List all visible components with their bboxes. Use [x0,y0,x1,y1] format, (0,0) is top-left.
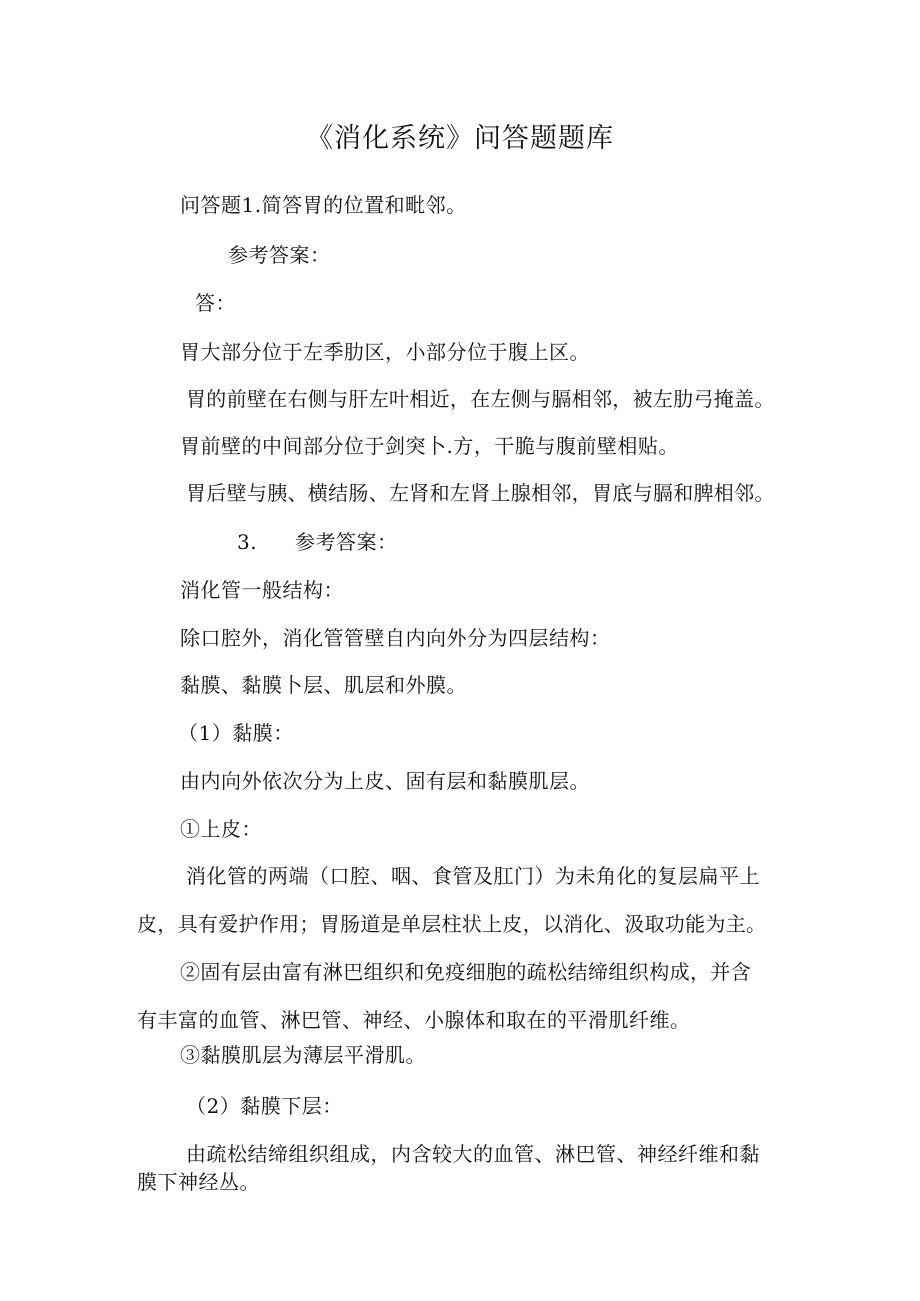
paragraph: 有丰富的血管、淋巴管、神经、小腺体和取在的平滑肌纤维。 [137,1008,691,1032]
list-marker: ①上皮： [180,817,262,841]
paragraph: 胃后壁与胰、横结肠、左肾和左肾上腺相邻，胃底与膈和脾相邻。 [186,481,775,505]
paragraph: 消化管一般结构： [180,578,344,602]
paragraph: 胃大部分位于左季肋区，小部分位于腹上区。 [180,340,590,364]
paragraph: 胃前壁的中间部分位于剑突卜.方，干脆与腹前壁相贴。 [180,434,679,458]
paragraph: 皮，具有爱护作用；胃肠道是单层柱状上皮，以消化、汲取功能为主。 [137,912,767,936]
paragraph: 除口腔外，消化管管壁自内向外分为四层结构： [180,626,611,650]
paragraph: 消化管的两端（口腔、咽、食管及肛门）为未角化的复层扁平上 [186,864,760,888]
question-3-heading [237,530,398,554]
reference-answer-label: 参考答案： [228,243,331,267]
question-3-number: 3. [237,530,258,554]
page-title: 《消化系统》问答题题库 [306,123,614,154]
answer-label: 答： [195,291,236,315]
subheading: （2）黏膜下层： [186,1094,343,1118]
paragraph: ③黏膜肌层为薄层平滑肌。 [180,1043,426,1067]
paragraph: 黏膜、黏膜卜层、肌层和外膜。 [180,673,467,697]
question-3-ref-label: 参考答案： [295,530,398,554]
paragraph: 胃的前壁在右侧与肝左叶相近，在左侧与膈相邻，被左肋弓掩盖。 [186,387,775,411]
subheading: （1）黏膜： [178,721,294,745]
paragraph: 由内向外依次分为上皮、固有层和黏膜肌层。 [180,769,590,793]
paragraph: 膜下神经丛。 [137,1170,260,1194]
question-1: 问答题1.简答胃的位置和毗邻。 [180,193,467,217]
paragraph: ②固有层由富有淋巴组织和免疫细胞的疏松结缔组织构成，并含 [180,960,752,984]
paragraph: 由疏松结缔组织组成，内含较大的血管、淋巴管、神经纤维和黏 [186,1142,760,1166]
